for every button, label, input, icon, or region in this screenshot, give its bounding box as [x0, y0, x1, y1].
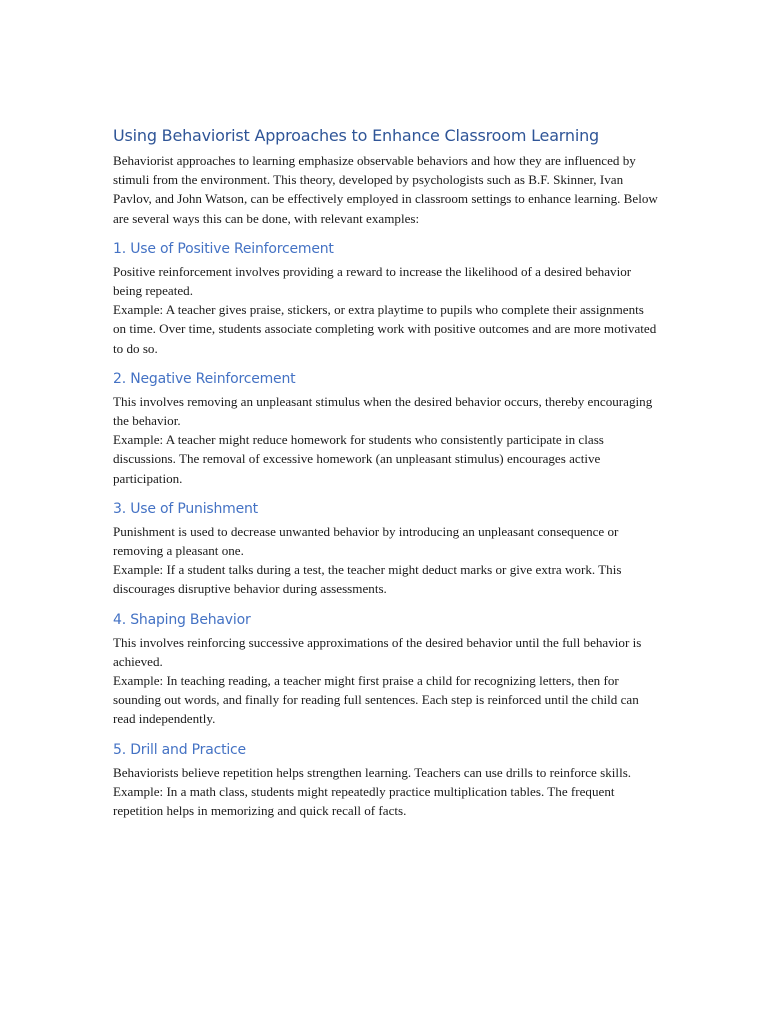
- section-positive-reinforcement: [113, 239, 658, 358]
- section-heading: 1. Use of Positive Reinforcement: [113, 240, 334, 257]
- document-body: [113, 125, 658, 820]
- section-description: Behaviorists believe repetition helps strengthen learning. Teachers can use drills to reinforce skills.: [113, 764, 632, 780]
- section-description: Punishment is used to decrease unwanted behavior by introducing an unpleasant consequence or removing a pleasant one.: [113, 523, 619, 559]
- section-negative-reinforcement: [113, 369, 658, 488]
- section-shaping-behavior: [113, 610, 658, 729]
- section-example: Example: A teacher gives praise, stickers, or extra playtime to pupils who complete their assignments on time. Over time, students associate completing work with positive outcomes and are more motivated to do so.: [113, 302, 657, 356]
- document-title: Using Behaviorist Approaches to Enhance Classroom Learning: [113, 126, 599, 145]
- section-description: This involves reinforcing successive approximations of the desired behavior until the full behavior is achieved.: [113, 634, 642, 669]
- section-punishment: [113, 499, 658, 599]
- section-drill-and-practice: [113, 740, 658, 821]
- section-description: Positive reinforcement involves providing a reward to increase the likelihood of a desired behavior being repeated.: [113, 263, 632, 299]
- section-example: Example: In teaching reading, a teacher might first praise a child for recognizing letters, then for sounding out words, and finally for reading full sentences. Each step is reinforced until the child can read independently.: [113, 673, 639, 727]
- section-example: Example: In a math class, students might repeatedly practice multiplication tables. The frequent repetition helps in memorizing and quick recall of facts.: [113, 783, 615, 819]
- section-example: Example: A teacher might reduce homework for students who consistently participate in class discussions. The removal of excessive homework (an unpleasant stimulus) encourages active participation.: [113, 432, 604, 486]
- section-heading: 5. Drill and Practice: [113, 741, 246, 758]
- section-description: This involves removing an unpleasant stimulus when the desired behavior occurs, thereby encouraging the behavior.: [113, 393, 653, 429]
- section-heading: 4. Shaping Behavior: [113, 611, 251, 628]
- section-example: Example: If a student talks during a test, the teacher might deduct marks or give extra work. This discourages disruptive behavior during assessments.: [113, 562, 622, 597]
- section-heading: 2. Negative Reinforcement: [113, 370, 296, 387]
- intro-paragraph: Behaviorist approaches to learning emphasize observable behaviors and how they are influenced by stimuli from the environment. This theory, developed by psychologists such as B.F. Skinner, Ivan Pavlov, and John Watson, can be effectively employed in classroom settings to enhance learning. Below are several ways this can be done, with relevant examples:: [113, 153, 658, 226]
- section-heading: 3. Use of Punishment: [113, 500, 258, 517]
